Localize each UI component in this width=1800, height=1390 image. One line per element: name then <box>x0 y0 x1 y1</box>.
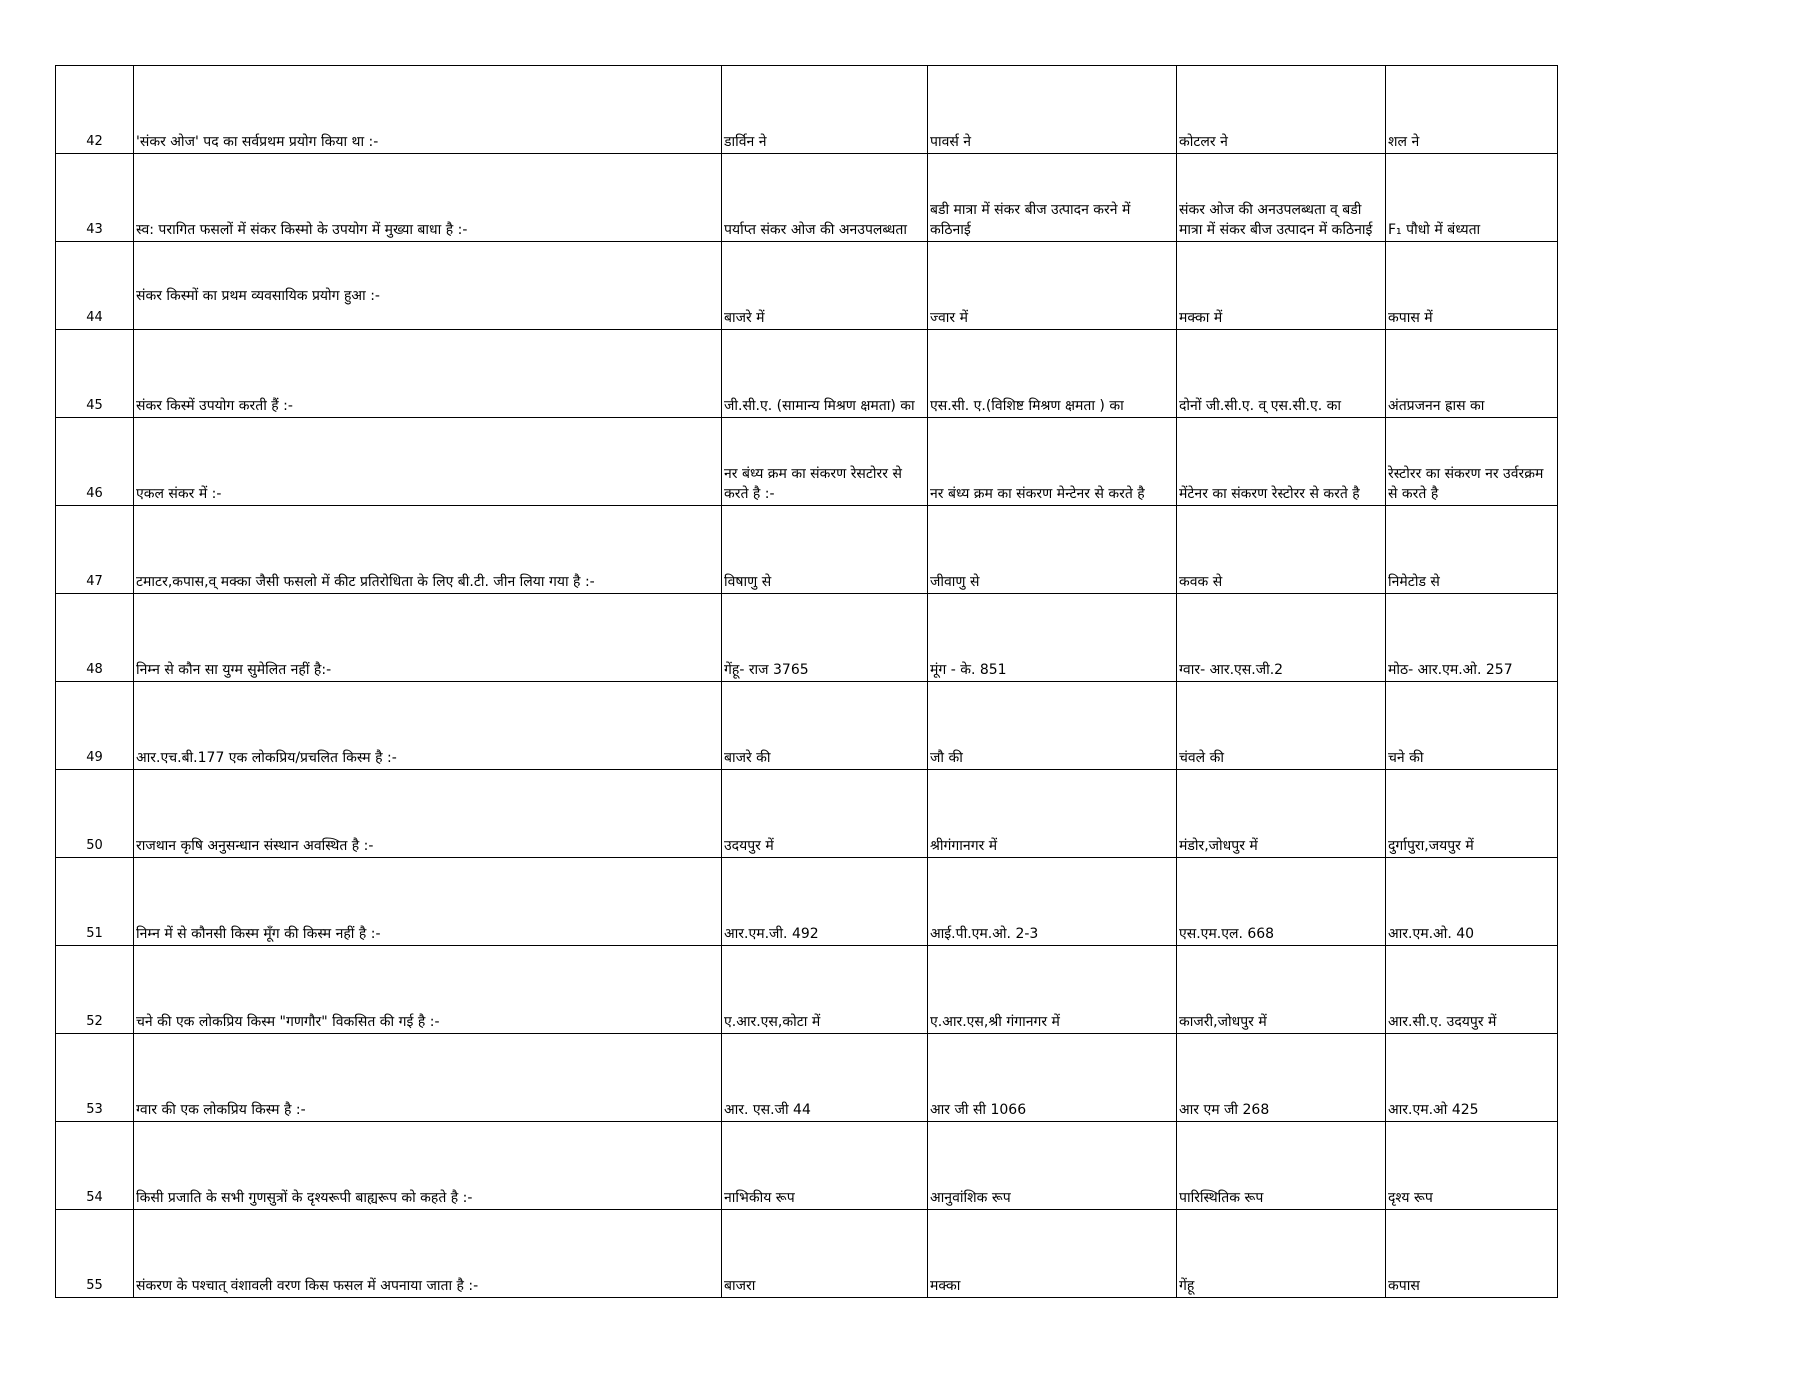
option-d-cell <box>1386 154 1558 242</box>
question-row <box>56 154 1558 242</box>
option-d: कपास <box>1388 1278 1420 1294</box>
question-text: ग्वार की एक लोकप्रिय किस्म है :- <box>136 1102 306 1118</box>
option-d-cell <box>1386 594 1558 682</box>
option-a-cell <box>722 66 928 154</box>
question-number-cell <box>56 1210 134 1298</box>
question-text: किसी प्रजाति के सभी गुणसुत्रों के दृश्यरूपी बाह्यरूप को कहते है :- <box>136 1190 473 1206</box>
question-text-cell <box>134 858 722 946</box>
option-a-cell <box>722 682 928 770</box>
question-text: चने की एक लोकप्रिय किस्म "गणगौर" विकसित की गई है :- <box>136 1014 440 1030</box>
option-c: दोनों जी.सी.ए. व् एस.सी.ए. का <box>1179 398 1342 414</box>
question-number: 44 <box>86 310 103 325</box>
option-c: मंडोर,जोधपुर में <box>1179 838 1258 854</box>
question-text: निम्न में से कौनसी किस्म मूँग की किस्म नहीं है :- <box>136 926 381 942</box>
option-c: पारिस्थितिक रूप <box>1179 1190 1264 1206</box>
option-d: आर.एम.ओ. 40 <box>1388 926 1475 942</box>
option-a: विषाणु से <box>724 574 772 590</box>
question-number: 45 <box>86 398 103 413</box>
option-a: बाजरा <box>724 1278 756 1294</box>
question-number-cell <box>56 506 134 594</box>
option-d: आर.एम.ओ 425 <box>1388 1102 1479 1118</box>
option-b: ए.आर.एस,श्री गंगानगर में <box>930 1014 1060 1030</box>
question-row <box>56 418 1558 506</box>
question-number: 50 <box>86 838 103 853</box>
question-text-cell <box>134 330 722 418</box>
question-text: निम्न से कौन सा युग्म सुमेलित नहीं है:- <box>136 662 332 678</box>
option-d: शल ने <box>1388 134 1420 150</box>
question-row <box>56 330 1558 418</box>
question-number: 49 <box>86 750 103 765</box>
question-number: 53 <box>86 1102 103 1117</box>
question-number: 42 <box>86 134 103 149</box>
option-b-cell <box>928 330 1177 418</box>
option-a: आर.एम.जी. 492 <box>724 926 819 942</box>
option-c: संकर ओज की अनउपलब्धता व् बडी मात्रा में संकर बीज उत्पादन में कठिनाई <box>1179 202 1373 238</box>
option-b: आर जी सी 1066 <box>930 1102 1027 1118</box>
question-number: 51 <box>86 926 103 941</box>
option-d-cell <box>1386 506 1558 594</box>
option-a-cell <box>722 1122 928 1210</box>
question-text: संकरण के पश्चात् वंशावली वरण किस फसल में अपनाया जाता है :- <box>136 1278 479 1294</box>
question-number-cell <box>56 1122 134 1210</box>
option-a: जी.सी.ए. (सामान्य मिश्रण क्षमता) का <box>724 398 915 414</box>
option-c-cell <box>1177 330 1386 418</box>
option-b-cell <box>928 506 1177 594</box>
option-c-cell <box>1177 66 1386 154</box>
question-row <box>56 66 1558 154</box>
question-number: 52 <box>86 1014 103 1029</box>
question-text: 'संकर ओज' पद का सर्वप्रथम प्रयोग किया था :- <box>136 134 379 150</box>
option-d: चने की <box>1388 750 1424 766</box>
option-c: चंवले की <box>1179 750 1224 766</box>
question-row <box>56 946 1558 1034</box>
option-a-cell <box>722 418 928 506</box>
question-number-cell <box>56 242 134 330</box>
option-b-cell <box>928 66 1177 154</box>
option-c-cell <box>1177 1122 1386 1210</box>
question-text-cell <box>134 154 722 242</box>
question-row <box>56 1122 1558 1210</box>
question-row <box>56 1210 1558 1298</box>
option-d-cell <box>1386 66 1558 154</box>
option-b: जीवाणु से <box>930 574 980 590</box>
option-c: एस.एम.एल. 668 <box>1179 926 1275 942</box>
option-a-cell <box>722 594 928 682</box>
question-number-cell <box>56 946 134 1034</box>
option-b-cell <box>928 242 1177 330</box>
question-text: स्व: परागित फसलों में संकर किस्मो के उपयोग में मुख्या बाधा है :- <box>136 222 468 238</box>
option-b: ज्वार में <box>930 310 968 326</box>
option-a: डार्विन ने <box>724 134 767 150</box>
option-c: कवक से <box>1179 574 1223 590</box>
option-a: आर. एस.जी 44 <box>724 1102 811 1118</box>
option-b: पावर्स ने <box>930 134 972 150</box>
option-c: मेंटेनर का संकरण रेस्टोरर से करते है <box>1179 486 1360 502</box>
question-text: टमाटर,कपास,व् मक्का जैसी फसलो में कीट प्रतिरोधिता के लिए बी.टी. जीन लिया गया है :- <box>136 574 595 590</box>
option-d-cell <box>1386 330 1558 418</box>
question-text-cell <box>134 682 722 770</box>
question-text: राजथान कृषि अनुसन्धान संस्थान अवस्थित है :- <box>136 838 374 854</box>
option-c: आर एम जी 268 <box>1179 1102 1270 1118</box>
option-b: जौ की <box>930 750 963 766</box>
question-text-cell <box>134 66 722 154</box>
question-row <box>56 506 1558 594</box>
option-d: आर.सी.ए. उदयपुर में <box>1388 1014 1497 1030</box>
question-text-cell <box>134 946 722 1034</box>
option-a-cell <box>722 330 928 418</box>
question-row <box>56 682 1558 770</box>
question-text: संकर किस्में उपयोग करती हैं :- <box>136 398 293 414</box>
option-d: मोठ- आर.एम.ओ. 257 <box>1388 662 1513 678</box>
question-number-cell <box>56 154 134 242</box>
option-a: गेंहू- राज 3765 <box>724 662 809 678</box>
question-row <box>56 594 1558 682</box>
question-text-cell <box>134 418 722 506</box>
question-row <box>56 858 1558 946</box>
option-b: मूंग - के. 851 <box>930 662 1007 678</box>
option-c-cell <box>1177 770 1386 858</box>
option-a: नाभिकीय रूप <box>724 1190 795 1206</box>
option-c-cell <box>1177 242 1386 330</box>
option-b: आनुवांशिक रूप <box>930 1190 1011 1206</box>
option-a: उदयपुर में <box>724 838 774 854</box>
option-b: श्रीगंगानगर में <box>930 838 998 854</box>
question-number-cell <box>56 594 134 682</box>
option-a-cell <box>722 946 928 1034</box>
option-b-cell <box>928 682 1177 770</box>
option-b-cell <box>928 858 1177 946</box>
question-text-cell <box>134 242 722 330</box>
option-d: रेस्टोरर का संकरण नर उर्वरक्रम से करते है <box>1388 466 1544 502</box>
question-number: 43 <box>86 222 103 237</box>
question-number: 46 <box>86 486 103 501</box>
option-d: दृश्य रूप <box>1388 1190 1433 1206</box>
option-b-cell <box>928 594 1177 682</box>
option-a-cell <box>722 154 928 242</box>
option-d: निमेटोड से <box>1388 574 1440 590</box>
question-text-cell <box>134 506 722 594</box>
question-text: एकल संकर में :- <box>136 486 222 502</box>
question-text-cell <box>134 1034 722 1122</box>
question-text: आर.एच.बी.177 एक लोकप्रिय/प्रचलित किस्म है :- <box>136 750 397 766</box>
option-d-cell <box>1386 1034 1558 1122</box>
option-c-cell <box>1177 506 1386 594</box>
option-a-cell <box>722 770 928 858</box>
option-c-cell <box>1177 858 1386 946</box>
option-d-cell <box>1386 1122 1558 1210</box>
question-text-cell <box>134 770 722 858</box>
option-a-cell <box>722 242 928 330</box>
question-row <box>56 1034 1558 1122</box>
option-b: मक्का <box>930 1278 961 1294</box>
question-table-body <box>56 66 1558 1298</box>
question-text-cell <box>134 594 722 682</box>
option-b: नर बंध्य क्रम का संकरण मेन्टेनर से करते है <box>930 486 1145 502</box>
question-number: 54 <box>86 1190 103 1205</box>
question-number: 47 <box>86 574 103 589</box>
option-a: बाजरे की <box>724 750 771 766</box>
question-number-cell <box>56 418 134 506</box>
option-c-cell <box>1177 946 1386 1034</box>
question-number: 55 <box>86 1278 103 1293</box>
option-b: आई.पी.एम.ओ. 2-3 <box>930 926 1039 942</box>
option-c-cell <box>1177 1034 1386 1122</box>
question-row <box>56 770 1558 858</box>
option-c-cell <box>1177 418 1386 506</box>
option-d-cell <box>1386 1210 1558 1298</box>
option-d: अंतप्रजनन ह्रास का <box>1388 398 1485 414</box>
question-number: 48 <box>86 662 103 677</box>
option-d: कपास में <box>1388 310 1433 326</box>
option-d-cell <box>1386 682 1558 770</box>
option-a: पर्याप्त संकर ओज की अनउपलब्धता <box>724 222 908 238</box>
question-number-cell <box>56 682 134 770</box>
option-c-cell <box>1177 1210 1386 1298</box>
option-c: मक्का में <box>1179 310 1223 326</box>
option-b: एस.सी. ए.(विशिष्ट मिश्रण क्षमता ) का <box>930 398 1124 414</box>
option-b-cell <box>928 154 1177 242</box>
option-b: बडी मात्रा में संकर बीज उत्पादन करने में कठिनाई <box>930 202 1131 238</box>
option-b-cell <box>928 1210 1177 1298</box>
question-number-cell <box>56 66 134 154</box>
option-a-cell <box>722 506 928 594</box>
option-a: नर बंध्य क्रम का संकरण रेसटोरर से करते है :- <box>724 466 902 502</box>
question-row <box>56 242 1558 330</box>
question-number-cell <box>56 858 134 946</box>
option-d-cell <box>1386 770 1558 858</box>
option-c: कोटलर ने <box>1179 134 1228 150</box>
option-c-cell <box>1177 594 1386 682</box>
question-text: संकर किस्मों का प्रथम व्यवसायिक प्रयोग हुआ :- <box>136 288 380 304</box>
option-d-cell <box>1386 242 1558 330</box>
option-d-cell <box>1386 418 1558 506</box>
option-d-cell <box>1386 858 1558 946</box>
option-a: ए.आर.एस,कोटा में <box>724 1014 821 1030</box>
option-a-cell <box>722 858 928 946</box>
option-b-cell <box>928 1122 1177 1210</box>
question-number-cell <box>56 330 134 418</box>
question-text-cell <box>134 1210 722 1298</box>
option-b-cell <box>928 946 1177 1034</box>
option-d: दुर्गापुरा,जयपुर में <box>1388 838 1474 854</box>
option-b-cell <box>928 1034 1177 1122</box>
question-table <box>55 65 1558 1298</box>
option-c-cell <box>1177 154 1386 242</box>
option-c: काजरी,जोधपुर में <box>1179 1014 1267 1030</box>
option-d-cell <box>1386 946 1558 1034</box>
question-number-cell <box>56 1034 134 1122</box>
option-a-cell <box>722 1210 928 1298</box>
question-text-cell <box>134 1122 722 1210</box>
option-a-cell <box>722 1034 928 1122</box>
option-a: बाजरे में <box>724 310 765 326</box>
option-c-cell <box>1177 682 1386 770</box>
option-c: गेंहू <box>1179 1278 1195 1294</box>
option-b-cell <box>928 770 1177 858</box>
question-number-cell <box>56 770 134 858</box>
option-c: ग्वार- आर.एस.जी.2 <box>1179 662 1284 678</box>
option-b-cell <box>928 418 1177 506</box>
option-d: F₁ पौधो में बंध्यता <box>1388 222 1481 238</box>
